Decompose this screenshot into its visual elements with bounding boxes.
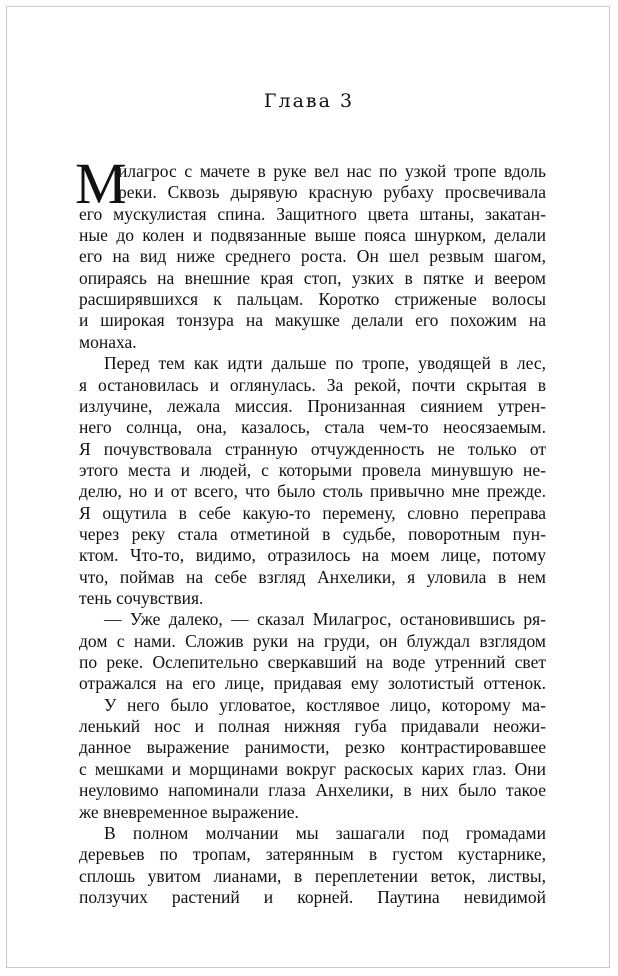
text-line [0,502,618,524]
text-line-content: отражался на его лице, придавая ему золотистый оттенок. [79,673,546,694]
text-line [0,886,618,908]
text-line-content: излучине, лежала миссия. Пронизанная сиянием утрен- [79,395,546,416]
text-line [0,523,618,545]
text-line [0,288,618,310]
text-line-content: его мускулистая спина. Защитного цвета штаны, закатан- [79,203,546,224]
text-line-content: ктом. Что-то, видимо, отразилось на моем лице, потому [79,545,546,566]
chapter-title: Глава 3 [263,90,355,112]
text-line [0,865,618,887]
text-line-content: тень сочувствия. [79,588,204,608]
text-line-content: сплошь увитом лианами, в переплетении веток, листвы, [79,865,546,886]
text-line-content: данное выражение ранимости, резко контрастировавшее [79,737,546,758]
text-line-content: Я почувствовала странную отчужденность не только от [79,438,546,459]
text-line [0,651,618,673]
text-line-content: делю, но и от всего, что было столь привычно мне прежде. [79,481,546,502]
text-line-content: Я ощутила в себе какую-то перемену, словно переправа [79,502,546,523]
text-line-content: через реку стала отметиной в судьбе, поворотным пун- [79,523,546,544]
text-line-content: ленький нос и полная нижняя губа придавали неожи- [79,716,546,737]
text-line [0,672,618,694]
text-line [0,267,618,289]
text-line [0,736,618,758]
text-line-content: же вневременное выражение. [79,801,299,822]
text-line [0,352,618,374]
text-line-content: Перед тем как идти дальше по тропе, уводящей в лес, [104,353,546,374]
text-line-content: илагрос с мачете в руке вел нас по узкой тропе вдоль [118,161,546,181]
text-line [0,160,618,182]
text-line-content: его на вид ниже среднего роста. Он шел резвым шагом, [79,246,546,267]
text-line-content: этого места и людей, с которыми провела минувшую не- [79,459,546,480]
text-line-content: с мешками и морщинами вокруг раскосых карих глаз. Они [79,758,546,779]
text-line-content: и широкая тонзура на макушке делали его похожим на [79,310,546,331]
text-line [0,544,618,566]
text-line [0,309,618,331]
text-line-content: реки. Сквозь дырявую красную рубаху просвечивала [118,182,546,203]
text-line [0,416,618,438]
text-line [0,480,618,502]
text-line-content: В полном молчании мы зашагали под громадами [104,822,546,843]
text-line [0,779,618,801]
drop-cap: М [75,151,127,216]
text-line-content: я остановилась и оглянулась. За рекой, почти скрытая в [79,374,546,395]
text-line [0,566,618,588]
text-line [0,587,618,609]
text-line-content: монаха. [79,331,137,352]
text-line-content: что, поймав на себе взгляд Анхелики, я уловила в нем [79,566,546,587]
text-line [0,438,618,460]
text-line [0,630,618,652]
text-line [0,715,618,737]
text-line-content: по реке. Ослепительно сверкавший на воде утренний свет [79,652,546,673]
text-line [0,181,618,203]
text-line [0,758,618,780]
text-line-content: расширявшихся к пальцам. Коротко стриженые волосы [79,289,546,310]
text-line-content: ные до колен и подвязанные выше пояса шнурком, делали [79,225,546,246]
text-line [0,459,618,481]
text-line [0,331,618,353]
text-line [0,608,618,630]
text-line-content: ползучих растений и корней. Паутина невидимой [79,886,546,907]
text-line [0,694,618,716]
text-line-content: неуловимо напоминали глаза Анхелики, в них было такое [79,780,546,801]
text-line [0,203,618,225]
text-line-content: деревьев по тропам, затерянным в густом кустарнике, [79,844,546,865]
text-line [0,843,618,865]
text-line [0,374,618,396]
text-line [0,395,618,417]
text-line [0,822,618,844]
text-line-content: опираясь на внешние края стоп, узких в пятке и веером [79,267,546,288]
text-line-content: дом с нами. Сложив руки на груди, он блуждал взглядом [79,630,546,651]
text-line [0,801,618,823]
text-line [0,245,618,267]
text-line [0,224,618,246]
text-line-content: — Уже далеко, — сказал Милагрос, остановившись ря- [104,609,546,630]
text-line-content: У него было угловатое, костлявое лицо, которому ма- [104,694,546,715]
text-line-content: него солнца, она, казалось, стала чем-то неосязаемым. [79,417,546,438]
